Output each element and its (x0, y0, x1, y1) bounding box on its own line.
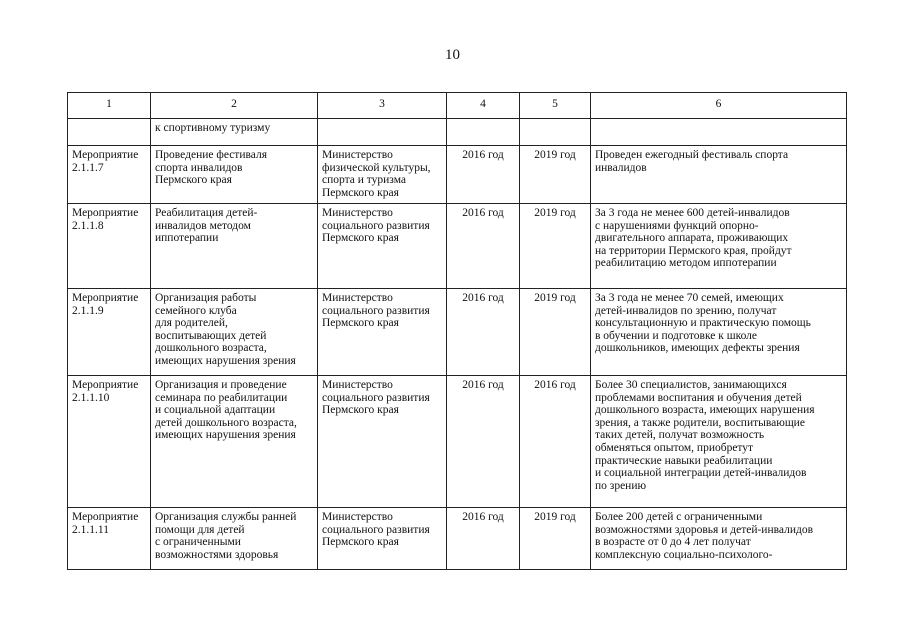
measure-result: Проведен ежегодный фестиваль спорта инвалидов (591, 146, 847, 204)
measure-start: 2016 год (447, 376, 520, 508)
measure-id: Мероприятие 2.1.1.7 (68, 146, 151, 204)
header-cell-6: 6 (591, 93, 847, 119)
measure-name: Организация службы ранней помощи для детей с ограниченными возможностями здоровья (151, 508, 318, 570)
measure-end: 2019 год (520, 289, 591, 376)
measure-result: Более 200 детей с ограниченными возможностями здоровья и детей-инвалидов в возрасте от 0 до 4 лет получат комплексную социально-психолого- (591, 508, 847, 570)
continuation-cell (447, 119, 520, 146)
measure-id: Мероприятие 2.1.1.11 (68, 508, 151, 570)
continuation-cell (68, 119, 151, 146)
measure-start: 2016 год (447, 289, 520, 376)
measure-start: 2016 год (447, 508, 520, 570)
continuation-cell (318, 119, 447, 146)
measure-executor: Министерство социального развития Пермского края (318, 204, 447, 289)
header-cell-4: 4 (447, 93, 520, 119)
table-row (68, 146, 847, 204)
measure-start: 2016 год (447, 146, 520, 204)
measure-end: 2019 год (520, 146, 591, 204)
header-cell-3: 3 (318, 93, 447, 119)
measure-name: Проведение фестиваля спорта инвалидов Пермского края (151, 146, 318, 204)
header-cell-1: 1 (68, 93, 151, 119)
header-cell-2: 2 (151, 93, 318, 119)
measure-id: Мероприятие 2.1.1.10 (68, 376, 151, 508)
measure-end: 2019 год (520, 204, 591, 289)
table-row (68, 204, 847, 289)
measure-id: Мероприятие 2.1.1.8 (68, 204, 151, 289)
measure-result: За 3 года не менее 600 детей-инвалидов с нарушениями функций опорно- двигательного аппарата, проживающих на территории Пермского края, пройдут реабилитацию методом иппотерапии (591, 204, 847, 289)
measure-start: 2016 год (447, 204, 520, 289)
measure-executor: Министерство социального развития Пермского края (318, 508, 447, 570)
measure-name: Организация работы семейного клуба для родителей, воспитывающих детей дошкольного возраста, имеющих нарушения зрения (151, 289, 318, 376)
measure-executor: Министерство социального развития Пермского края (318, 376, 447, 508)
continuation-cell: к спортивному туризму (151, 119, 318, 146)
header-cell-5: 5 (520, 93, 591, 119)
measure-executor: Министерство физической культуры, спорта и туризма Пермского края (318, 146, 447, 204)
measure-result: Более 30 специалистов, занимающихся проблемами воспитания и обучения детей дошкольного возраста, имеющих нарушения зрения, а также родители, воспитывающие таких детей, получат возможность обменяться опытом, приобретут практические навыки реабилитации и социальной интеграции детей-инвалидов по зрению (591, 376, 847, 508)
continuation-row (68, 119, 847, 146)
measure-executor: Министерство социального развития Пермского края (318, 289, 447, 376)
table-row (68, 376, 847, 508)
measure-end: 2019 год (520, 508, 591, 570)
measure-end: 2016 год (520, 376, 591, 508)
page-number: 10 (445, 47, 460, 63)
measure-result: За 3 года не менее 70 семей, имеющих детей-инвалидов по зрению, получат консультационную и практическую помощь в обучении и подготовке к школе дошкольников, имеющих дефекты зрения (591, 289, 847, 376)
measures-table (67, 92, 847, 570)
header-row (68, 93, 847, 119)
measure-name: Реабилитация детей- инвалидов методом иппотерапии (151, 204, 318, 289)
table-row (68, 289, 847, 376)
measure-id: Мероприятие 2.1.1.9 (68, 289, 151, 376)
continuation-cell (591, 119, 847, 146)
continuation-cell (520, 119, 591, 146)
measure-name: Организация и проведение семинара по реабилитации и социальной адаптации детей дошкольного возраста, имеющих нарушения зрения (151, 376, 318, 508)
table-row (68, 508, 847, 570)
